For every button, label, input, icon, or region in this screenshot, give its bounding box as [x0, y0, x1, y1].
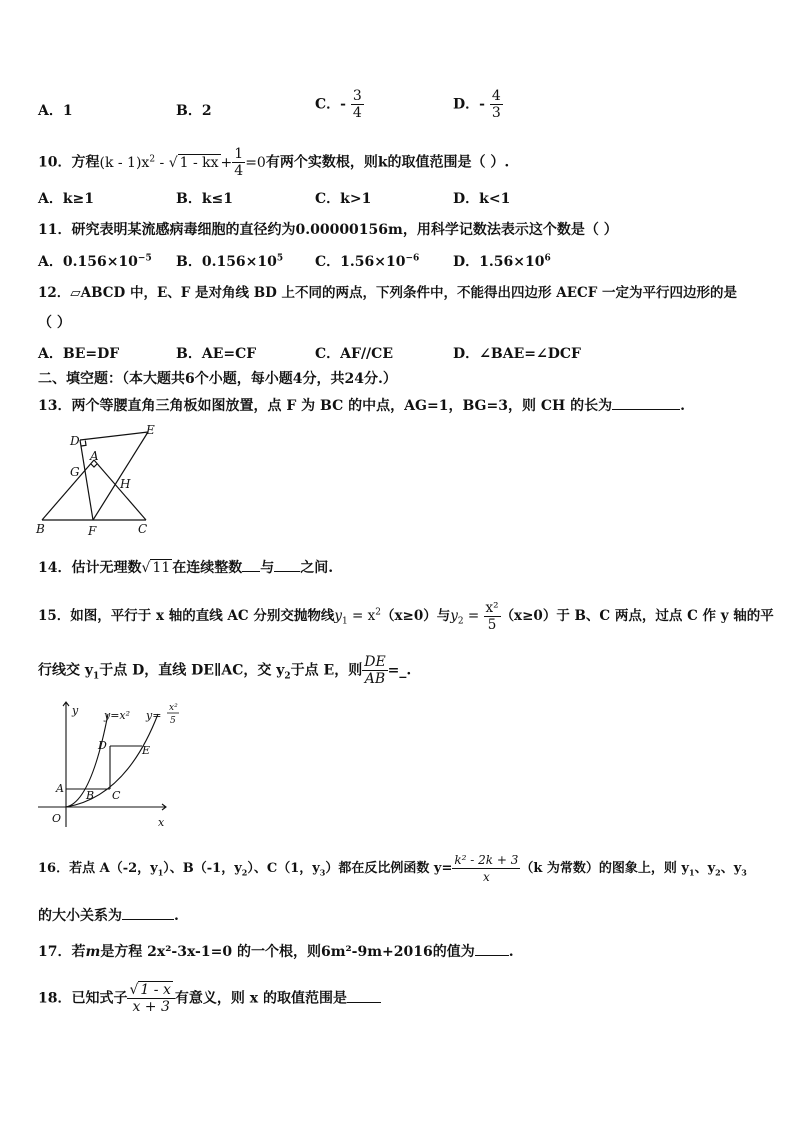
answer-blank[interactable]	[274, 571, 300, 572]
q9-option-a: A．1	[38, 103, 73, 119]
eq-part: =	[463, 608, 484, 624]
label-c: C	[112, 789, 121, 802]
q10-equation: $(k - 1)x^2$ - √ 1 - kx + $\frac{1}{4}$ =0	[99, 146, 266, 179]
var-m: m	[85, 944, 101, 960]
option-exponent: −6	[405, 253, 420, 264]
answer-blank[interactable]	[122, 919, 174, 920]
q16-text: 的大小关系为	[38, 908, 122, 924]
label-h: H	[120, 477, 131, 491]
fraction-denominator: 4	[352, 105, 362, 121]
subscript: 1	[688, 867, 695, 878]
label-b: B	[86, 789, 95, 802]
fraction-denominator: 5	[487, 617, 497, 633]
q12-option-d: D．∠BAE=∠DCF	[453, 346, 581, 362]
q13-end: .	[680, 398, 685, 414]
section-heading-fill-in: 二、填空题：（本大题共6个小题，每小题4分，共24分.）	[38, 371, 397, 387]
q16-text: ）、B（-1，y	[163, 861, 242, 876]
fraction-numerator: 3	[352, 88, 362, 104]
fraction-denominator: x + 3	[132, 999, 170, 1015]
q17-stem	[38, 941, 514, 961]
label-curve-y2-den: 5	[170, 716, 176, 726]
answer-blank[interactable]	[612, 409, 680, 410]
eq-part: +	[220, 154, 233, 171]
q9-option-c-label: C．-	[315, 96, 346, 113]
q10-option-d: D．k<1	[453, 191, 511, 207]
q16-text: ）都在反比例函数 y=	[325, 861, 453, 876]
fraction-denominator: 3	[491, 105, 501, 121]
option-base: D．1.56×10	[453, 254, 545, 270]
fraction-numerator: 1	[234, 146, 244, 162]
q14-suffix: 之间.	[300, 560, 334, 576]
q9-option-c-fraction	[351, 88, 364, 121]
label-b: B	[36, 522, 45, 536]
label-e: E	[146, 423, 155, 437]
q11-option-d	[453, 251, 551, 271]
function-fraction	[452, 852, 520, 885]
var-y: y	[450, 608, 458, 624]
q10-option-c: C．k>1	[315, 191, 372, 207]
option-base: C．1.56×10	[315, 254, 406, 270]
q14-and: 与	[260, 560, 275, 576]
eq-part: -	[155, 154, 169, 171]
var-y: y	[334, 608, 342, 624]
q10-option-b: B．k≤1	[176, 191, 234, 207]
eq-part: (k - 1)x	[99, 154, 150, 171]
option-base: B．0.156×10	[176, 254, 277, 270]
q12-option-a: A．BE=DF	[38, 346, 120, 362]
q18-stem	[38, 982, 381, 1015]
q10-stem	[38, 146, 509, 179]
fraction-denominator: 4	[234, 163, 244, 179]
subscript: 1	[93, 671, 100, 682]
subscript: 2	[241, 867, 248, 878]
q18-text: 18．已知式子	[38, 990, 128, 1007]
q12-stem-line1: 12．▱ABCD 中，E、F 是对角线 BD 上不同的两点，下列条件中，不能得出四边形 AECF 一定为平行四边形的是	[38, 285, 738, 301]
q18-fraction	[127, 982, 174, 1015]
option-exponent: −5	[137, 253, 152, 264]
eq-radicand: 1 - kx	[179, 154, 219, 171]
q17-text: 的值为	[432, 944, 475, 960]
q14-middle: 在连续整数	[172, 560, 243, 576]
right-angle-mark-a	[91, 464, 97, 467]
q13-stem	[38, 395, 685, 415]
fraction-numerator: k² - 2k + 3	[454, 853, 519, 867]
option-exponent: 6	[544, 253, 551, 264]
option-exponent: 5	[276, 253, 284, 264]
segment-de	[80, 432, 148, 440]
segment-ba	[42, 460, 94, 520]
subscript: 2	[457, 616, 464, 627]
subscript: 1	[342, 616, 348, 627]
label-d: D	[98, 739, 107, 752]
q13-text: 13．两个等腰直角三角板如图放置，点 F 为 BC 的中点，AG=1，BG=3，则 CH 的长为	[38, 398, 613, 414]
sqrt-expression: √ 11	[141, 560, 171, 576]
eq-exponent: 2	[149, 153, 156, 164]
label-x-axis: x	[158, 816, 165, 829]
subscript: 1	[157, 867, 164, 878]
fraction-numerator: 4	[491, 88, 501, 104]
q12-option-c: C．AF//CE	[315, 346, 393, 362]
q15-stem-line2	[38, 654, 411, 687]
q12-stem-line2: （ ）	[38, 315, 71, 331]
q17-expression: 6m²-9m+2016	[320, 944, 433, 960]
label-curve-y2-num: x²	[169, 703, 178, 713]
q16-stem-line2	[38, 905, 179, 925]
q15-parabola-figure	[36, 692, 186, 832]
q10-prefix: 10．方程	[38, 154, 100, 171]
q16-text: 16．若点 A（-2，y	[38, 861, 158, 876]
label-e: E	[142, 744, 151, 757]
eq-part: = x	[347, 608, 376, 624]
q10-option-a: A．k≥1	[38, 191, 95, 207]
answer-blank[interactable]	[475, 955, 509, 956]
fraction-numerator: x²	[485, 600, 499, 616]
radicand: 11	[152, 560, 171, 576]
q9-option-b: B．2	[176, 103, 212, 119]
fraction-numerator: DE	[364, 654, 386, 670]
eq-fraction	[232, 146, 245, 179]
eq-part: =0	[245, 154, 266, 171]
q13-triangle-figure	[34, 422, 164, 538]
label-a: A	[56, 782, 64, 795]
q12-option-b: B．AE=CF	[176, 346, 257, 362]
subscript: 3	[319, 867, 326, 878]
q16-text: 、y	[694, 861, 716, 876]
label-c: C	[138, 522, 148, 536]
q11-option-c	[315, 251, 419, 271]
q11-option-b	[176, 251, 283, 271]
right-angle-mark-d	[81, 441, 86, 447]
label-curve-y1: y=x²	[104, 709, 131, 722]
q15-text: 15．如图，平行于 x 轴的直线 AC 分别交抛物线	[38, 608, 335, 624]
q15-text: 于点 D，直线 DE∥AC，交 y	[99, 662, 285, 679]
q16-end: .	[174, 908, 179, 924]
q15-text: 于点 E，则	[290, 662, 363, 679]
exponent: 2	[375, 607, 381, 618]
q15-end: =_.	[387, 662, 412, 679]
q15-text: （x≥0）与	[380, 608, 451, 624]
q15-text: （x≥0）于 B、C 两点，过点 C 作 y 轴的平	[500, 608, 774, 624]
fraction-numerator: √ 1 - x	[127, 982, 174, 999]
label-d: D	[70, 434, 80, 448]
q17-text: 是方程 2x²-3x-1=0 的一个根，则	[100, 944, 321, 960]
label-curve-y2-prefix: y=	[146, 709, 162, 722]
label-a: A	[90, 449, 99, 463]
ratio-fraction	[362, 654, 387, 687]
answer-blank[interactable]	[242, 571, 260, 572]
q9-option-d	[453, 88, 503, 121]
fraction-denominator: AB	[364, 671, 386, 687]
label-y-axis: y	[72, 704, 79, 717]
q9-option-d-label: D．-	[453, 96, 485, 113]
q16-text: ）、C（1，y	[247, 861, 320, 876]
q9-option-d-fraction	[490, 88, 503, 121]
eq-fraction	[484, 600, 501, 633]
q16-text: （k 为常数）的图象上，则 y	[520, 861, 689, 876]
q17-text: 17．若	[38, 944, 86, 960]
q17-end: .	[508, 944, 514, 960]
q11-option-a	[38, 251, 152, 271]
q15-text: 行线交 y	[38, 662, 94, 679]
subscript: 3	[741, 867, 747, 878]
q14-prefix: 14．估计无理数	[38, 560, 142, 576]
answer-blank[interactable]	[347, 1002, 381, 1003]
q10-suffix: 有两个实数根，则k的取值范围是（ ）.	[265, 154, 510, 171]
label-g: G	[70, 465, 80, 479]
q15-stem-line1	[38, 600, 774, 633]
q16-text: 、y	[720, 861, 742, 876]
radicand: 1 - x	[140, 982, 171, 998]
q9-option-c	[315, 88, 364, 121]
q16-stem-line1	[38, 852, 747, 885]
q11-stem: 11．研究表明某流感病毒细胞的直径约为0.00000156m，用科学记数法表示这个数是（ ）	[38, 222, 618, 238]
q18-text: 有意义，则 x 的取值范围是	[174, 990, 347, 1007]
segment-ef	[93, 432, 148, 520]
label-f: F	[88, 524, 97, 538]
subscript: 2	[715, 867, 721, 878]
label-origin: O	[52, 812, 62, 825]
fraction-denominator: x	[482, 870, 490, 884]
option-base: A．0.156×10	[38, 254, 138, 270]
q14-stem	[38, 557, 333, 577]
subscript: 2	[284, 671, 291, 682]
